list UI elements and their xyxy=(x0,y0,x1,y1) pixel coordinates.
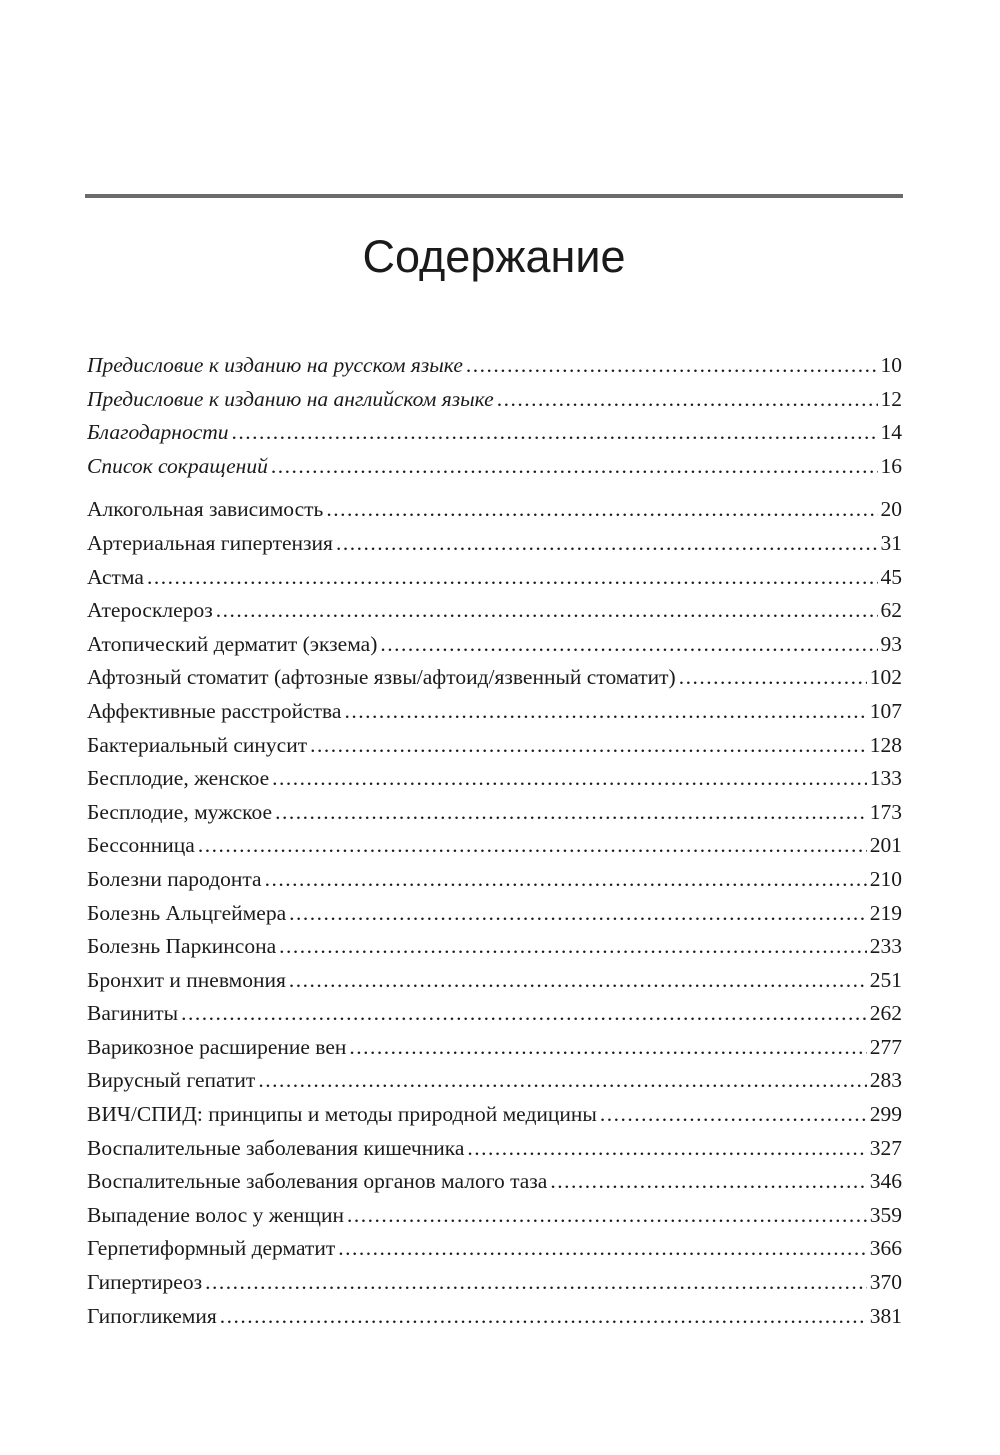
dot-leader xyxy=(679,661,867,695)
chapter-list xyxy=(87,493,902,1333)
toc-entry-title: Болезнь Альцгеймера xyxy=(87,900,287,925)
dot-leader xyxy=(181,997,867,1031)
toc-entry-title: Воспалительные заболевания органов малого таза xyxy=(87,1169,548,1194)
dot-leader xyxy=(289,897,867,931)
toc-entry-page: 14 xyxy=(880,420,902,445)
toc-entry-page: 20 xyxy=(880,497,902,522)
toc-entry[interactable] xyxy=(87,1165,902,1199)
toc-entry-title: Гипертиреоз xyxy=(87,1270,203,1295)
dot-leader xyxy=(550,1165,866,1199)
toc-entry[interactable] xyxy=(87,1300,902,1334)
dot-leader xyxy=(467,1132,866,1166)
toc-entry-page: 346 xyxy=(869,1169,902,1194)
toc-entry-title: Воспалительные заболевания кишечника xyxy=(87,1135,465,1160)
toc-entry-title: Атеросклероз xyxy=(87,598,213,623)
toc-entry-page: 359 xyxy=(869,1202,902,1227)
toc-entry-title: Бронхит и пневмония xyxy=(87,967,286,992)
dot-leader xyxy=(258,1064,866,1098)
toc-entry-title: Бесплодие, мужское xyxy=(87,799,273,824)
toc-entry-page: 16 xyxy=(880,453,902,478)
dot-leader xyxy=(232,416,878,450)
toc-entry[interactable] xyxy=(87,997,902,1031)
toc-entry-title: Болезни пародонта xyxy=(87,866,262,891)
toc-entry[interactable] xyxy=(87,796,902,830)
toc-entry-title: Список сокращений xyxy=(87,453,268,478)
section-gap xyxy=(87,483,902,493)
toc-entry-page: 62 xyxy=(880,598,902,623)
toc-entry-title: Алкогольная зависимость xyxy=(87,497,324,522)
toc-entry-page: 370 xyxy=(869,1270,902,1295)
toc-entry-page: 381 xyxy=(869,1303,902,1328)
toc-entry[interactable] xyxy=(87,897,902,931)
dot-leader xyxy=(344,695,866,729)
toc-entry-title: Афтозный стоматит (афтозные язвы/афтоид/язвенный стоматит) xyxy=(87,665,676,690)
toc-entry-title: Вирусный гепатит xyxy=(87,1068,256,1093)
toc-entry-title: Предисловие к изданию на английском языке xyxy=(87,386,494,411)
toc-entry-page: 327 xyxy=(869,1135,902,1160)
toc-entry[interactable] xyxy=(87,561,902,595)
toc-entry-page: 233 xyxy=(869,934,902,959)
toc-entry[interactable] xyxy=(87,863,902,897)
toc-entry-page: 201 xyxy=(869,833,902,858)
dot-leader xyxy=(497,383,878,417)
toc-entry-page: 107 xyxy=(869,698,902,723)
toc-entry-title: ВИЧ/СПИД: принципы и методы природной медицины xyxy=(87,1102,597,1127)
toc-entry-title: Вагиниты xyxy=(87,1001,179,1026)
dot-leader xyxy=(279,930,867,964)
toc-entry[interactable] xyxy=(87,493,902,527)
toc-entry[interactable] xyxy=(87,1064,902,1098)
toc-entry-title: Атопический дерматит (экзема) xyxy=(87,631,378,656)
toc-entry-page: 366 xyxy=(869,1236,902,1261)
toc-entry-page: 10 xyxy=(880,353,902,377)
toc-entry-title: Артериальная гипертензия xyxy=(87,530,333,555)
toc-entry[interactable] xyxy=(87,1266,902,1300)
toc-entry-page: 93 xyxy=(880,631,902,656)
toc-entry[interactable] xyxy=(87,762,902,796)
toc-entry[interactable] xyxy=(87,1199,902,1233)
toc-entry[interactable] xyxy=(87,729,902,763)
toc-entry-page: 277 xyxy=(869,1034,902,1059)
toc-entry[interactable] xyxy=(87,661,902,695)
toc-entry[interactable] xyxy=(87,930,902,964)
toc-entry-acknowledgements[interactable] xyxy=(87,416,902,450)
toc-entry-page: 45 xyxy=(880,564,902,589)
toc-entry-foreword-english[interactable] xyxy=(87,383,902,417)
toc-entry-page: 219 xyxy=(869,900,902,925)
toc-entry[interactable] xyxy=(87,628,902,662)
dot-leader xyxy=(205,1266,867,1300)
toc-entry-page: 210 xyxy=(869,866,902,891)
dot-leader xyxy=(336,527,878,561)
front-matter-list xyxy=(87,349,902,483)
toc-entry-page: 133 xyxy=(869,766,902,791)
dot-leader xyxy=(216,594,878,628)
dot-leader xyxy=(326,493,877,527)
toc-entry[interactable] xyxy=(87,1031,902,1065)
toc-entry-title: Благодарности xyxy=(87,420,229,445)
toc-entry-title: Болезнь Паркинсона xyxy=(87,934,277,959)
toc-entry-page: 102 xyxy=(869,665,902,690)
dot-leader xyxy=(338,1232,867,1266)
dot-leader xyxy=(289,964,867,998)
page-title: Содержание xyxy=(362,231,626,282)
toc-entry-page: 31 xyxy=(880,530,902,555)
toc-entry-title: Бактериальный синусит xyxy=(87,732,308,757)
toc-entry-page: 283 xyxy=(869,1068,902,1093)
dot-leader xyxy=(275,796,867,830)
toc-entry-title: Аффективные расстройства xyxy=(87,698,342,723)
dot-leader xyxy=(466,349,878,383)
toc-entry[interactable] xyxy=(87,695,902,729)
dot-leader xyxy=(271,450,878,484)
dot-leader xyxy=(347,1199,867,1233)
toc-entry[interactable] xyxy=(87,829,902,863)
toc-entry-page: 251 xyxy=(869,967,902,992)
toc-entry-title: Варикозное расширение вен xyxy=(87,1034,347,1059)
toc-entry-page: 299 xyxy=(869,1102,902,1127)
toc-entry-page: 12 xyxy=(880,386,902,411)
table-of-contents xyxy=(87,349,902,1333)
toc-entry-title: Выпадение волос у женщин xyxy=(87,1202,344,1227)
toc-entry[interactable] xyxy=(87,594,902,628)
dot-leader xyxy=(147,561,878,595)
toc-entry-title: Бессонница xyxy=(87,833,195,858)
toc-entry-title: Герпетиформный дерматит xyxy=(87,1236,336,1261)
toc-entry[interactable] xyxy=(87,964,902,998)
toc-entry-title: Астма xyxy=(87,564,144,589)
dot-leader xyxy=(272,762,867,796)
toc-entry-title: Предисловие к изданию на русском языке xyxy=(87,353,463,377)
dot-leader xyxy=(198,829,867,863)
toc-entry-page: 173 xyxy=(869,799,902,824)
toc-entry[interactable] xyxy=(87,527,902,561)
top-rule xyxy=(85,194,903,198)
dot-leader xyxy=(220,1300,867,1334)
toc-entry-title: Бесплодие, женское xyxy=(87,766,270,791)
dot-leader xyxy=(600,1098,867,1132)
toc-entry[interactable] xyxy=(87,1098,902,1132)
toc-entry-foreword-russian[interactable] xyxy=(87,349,902,383)
dot-leader xyxy=(349,1031,866,1065)
toc-entry-title: Гипогликемия xyxy=(87,1303,217,1328)
dot-leader xyxy=(265,863,867,897)
toc-entry-abbreviations[interactable] xyxy=(87,450,902,484)
toc-entry-page: 128 xyxy=(869,732,902,757)
dot-leader xyxy=(310,729,867,763)
toc-entry[interactable] xyxy=(87,1132,902,1166)
dot-leader xyxy=(380,628,877,662)
toc-entry-page: 262 xyxy=(869,1001,902,1026)
toc-entry[interactable] xyxy=(87,1232,902,1266)
